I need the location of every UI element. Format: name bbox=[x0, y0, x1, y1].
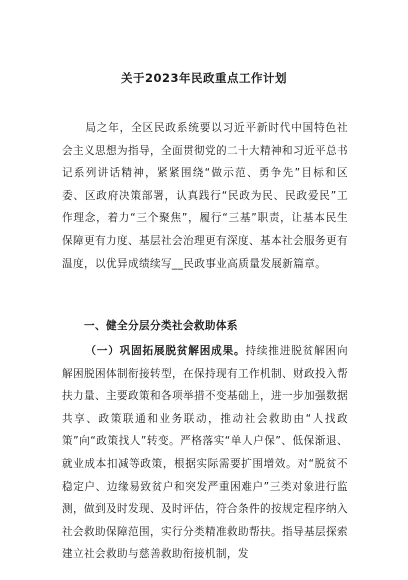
subsection-paragraph bbox=[62, 340, 348, 566]
document-title: 关于2023年民政重点工作计划 bbox=[120, 71, 287, 85]
subsection-text: 持续推进脱贫解困向解困脱困体制衔接转型，在保持现有工作机制、财政投入帮扶力量、主要政策和各项举措不变基础上，进一步加强数据共享、政策联通和业务联动，推动社会救助由“人找政策”向“政策找人”转变。严格落实“单人户保”、低保渐退、就业成本扣减等政策，根据实际需要扩围增效。对“脱贫不稳定户、边缘易致贫户和突发严重困难户”三类对象进行监测，做到及时发现、及时评估，符合条件的按规定程序纳入社会救助保障范围，实行分类精准救助帮扶。指导基层探索建立社会救助与慈善救助衔接机制，发 bbox=[62, 345, 348, 561]
section-heading: 一、健全分层分类社会救助体系 bbox=[84, 320, 238, 332]
subsection-heading: （一）巩固拓展脱贫解困成果。 bbox=[85, 345, 246, 357]
intro-paragraph: 局之年，全区民政系统要以习近平新时代中国特色社会主义思想为指导，全面贯彻党的二十大精神和习近平总书记系列讲话精神，紧紧围绕“做示范、勇争先”目标和区委、区政府决策部署，认真践行“民政为民、民政爱民”工作理念，着力“三个聚焦”，履行“三基”职责，让基本民生保障更有力度、基层社会治理更有深度、基本社会服务更有温度，以优异成绩续写__民政事业高质量发展新篇章。 bbox=[62, 122, 348, 270]
